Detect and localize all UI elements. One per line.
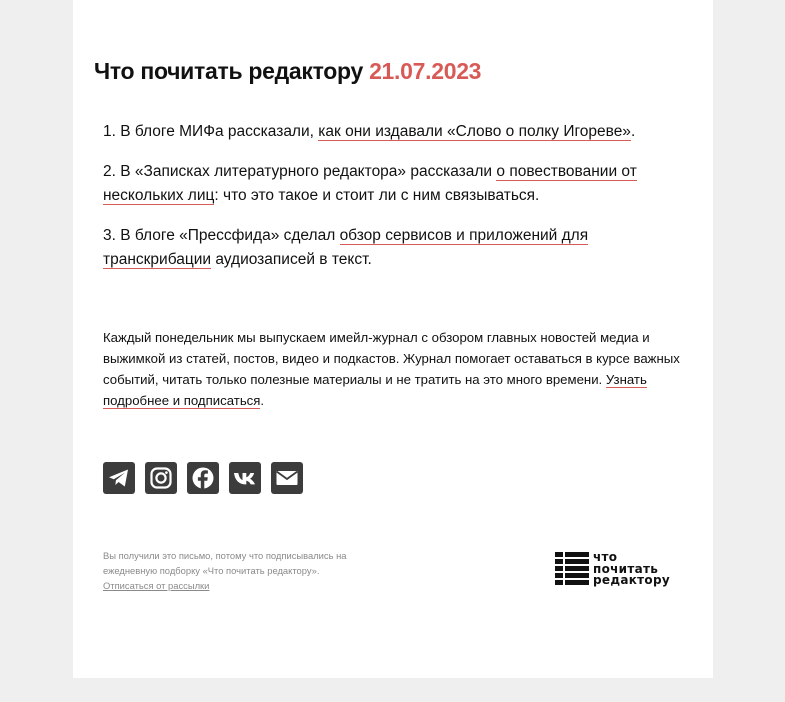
telegram-icon[interactable]	[103, 462, 135, 494]
subscribe-link[interactable]: Узнать подробнее и подписаться	[103, 372, 647, 408]
list-item	[103, 120, 663, 144]
item-text: .	[630, 123, 636, 140]
article-list	[103, 120, 663, 288]
about-text	[103, 327, 688, 411]
instagram-icon[interactable]	[145, 462, 177, 494]
logo-line-2: почитать	[593, 561, 659, 576]
about-tail: .	[260, 393, 265, 408]
page-title	[94, 58, 481, 85]
email-card	[73, 0, 713, 678]
brand-logo[interactable]	[555, 552, 670, 587]
article-link-2[interactable]: о повествовании от нескольких лиц	[103, 163, 637, 204]
footer-text: Вы получили это письмо, потому что подписывались на ежедневную подборку «Что почитать редактору».	[103, 550, 347, 576]
email-icon[interactable]	[271, 462, 303, 494]
item-text: аудиозаписей в текст.	[211, 251, 372, 268]
logo-wordmark	[593, 552, 670, 587]
item-text: 3. В блоге «Прессфида» сделал	[103, 227, 340, 244]
item-text: 2. В «Записках литературного редактора» рассказали	[103, 163, 497, 180]
footer-note	[103, 548, 403, 593]
logo-line-1: что	[593, 550, 618, 564]
title-text: Что почитать редактору	[94, 58, 363, 84]
facebook-icon[interactable]	[187, 462, 219, 494]
list-item	[103, 160, 663, 208]
unsubscribe-link[interactable]: Отписаться от рассылки	[103, 580, 210, 591]
item-text: : что это такое и стоит ли с ним связываться.	[214, 187, 540, 204]
title-date: 21.07.2023	[369, 58, 482, 84]
logo-mark-icon	[555, 552, 589, 586]
about-body: Каждый понедельник мы выпускаем имейл-журнал с обзором главных новостей медиа и выжимкой из статей, постов, видео и подкастов. Журнал помогает оставаться в курсе важных событий, читать только полезные материалы и не тратить на это много времени.	[103, 330, 680, 387]
logo-line-3: редактору	[593, 573, 670, 587]
social-links	[103, 462, 303, 494]
list-item	[103, 224, 663, 272]
item-text: 1. В блоге МИФа рассказали,	[103, 123, 319, 140]
vk-icon[interactable]	[229, 462, 261, 494]
article-link-1[interactable]: как они издавали «Слово о полку Игореве»	[318, 123, 631, 140]
article-link-3[interactable]: обзор сервисов и приложений для транскрибации	[103, 227, 589, 268]
